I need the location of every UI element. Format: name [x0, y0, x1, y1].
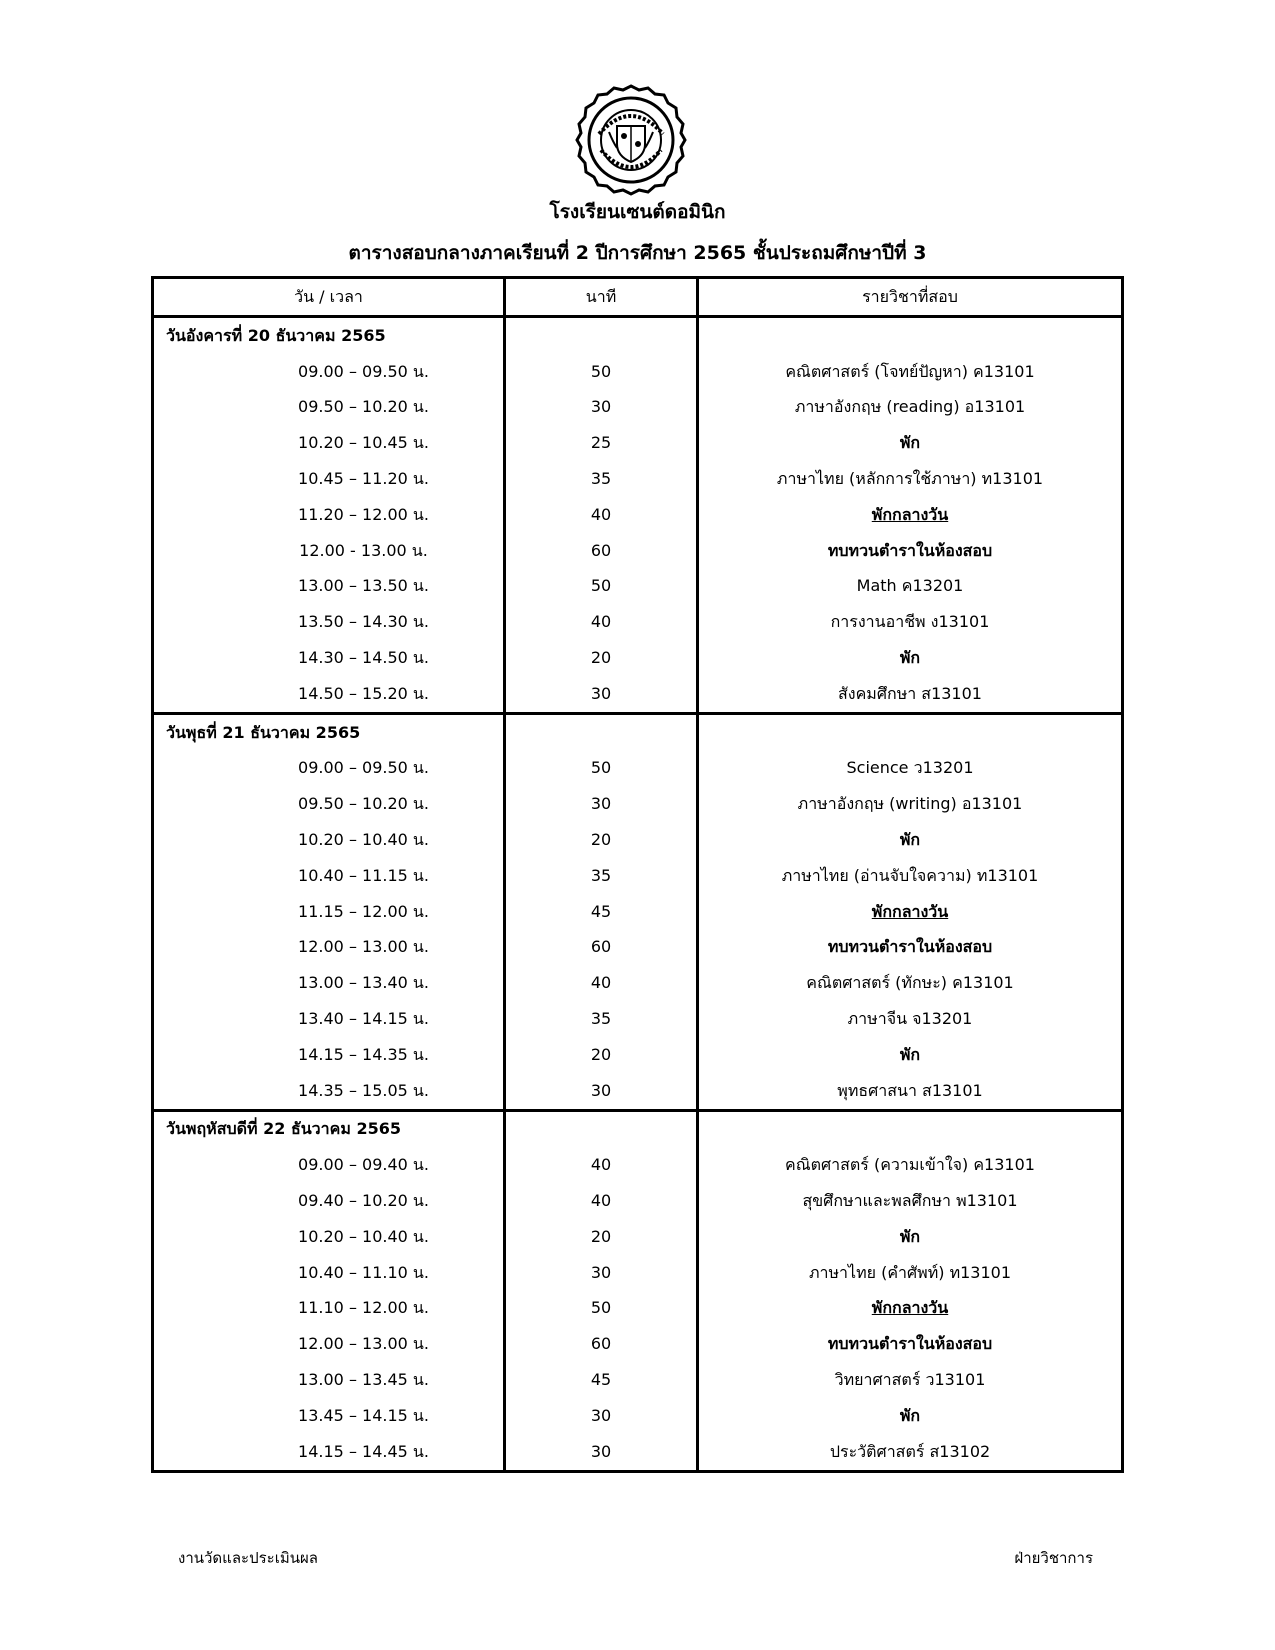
table-row [153, 1219, 1123, 1255]
subject-cell: ภาษาไทย (อ่านจับใจความ) ท13101 [698, 858, 1123, 894]
minutes-cell: 40 [505, 1183, 698, 1219]
time-cell: 09.40 – 10.20 น. [153, 1183, 505, 1219]
table-row [153, 533, 1123, 569]
subject-cell: สุขศึกษาและพลศึกษา พ13101 [698, 1183, 1123, 1219]
minutes-cell: 60 [505, 1326, 698, 1362]
time-cell: 10.20 – 10.40 น. [153, 822, 505, 858]
minutes-cell: 40 [505, 965, 698, 1001]
time-cell: 13.00 – 13.45 น. [153, 1362, 505, 1398]
table-row [153, 461, 1123, 497]
table-row [153, 751, 1123, 787]
time-cell: 12.00 - 13.00 น. [153, 533, 505, 569]
table-row [153, 604, 1123, 640]
time-cell: 13.50 – 14.30 น. [153, 604, 505, 640]
minutes-cell: 60 [505, 533, 698, 569]
table-row [153, 894, 1123, 930]
empty-cell [698, 1110, 1123, 1147]
time-cell: 14.35 – 15.05 น. [153, 1073, 505, 1110]
table-row [153, 1326, 1123, 1362]
empty-cell [505, 317, 698, 354]
table-row [153, 822, 1123, 858]
minutes-cell: 30 [505, 786, 698, 822]
empty-cell [505, 713, 698, 750]
subject-cell: พัก [698, 425, 1123, 461]
subject-cell: พัก [698, 1398, 1123, 1434]
minutes-cell: 30 [505, 1398, 698, 1434]
minutes-cell: 35 [505, 461, 698, 497]
table-row [153, 786, 1123, 822]
table-row [153, 569, 1123, 605]
exam-schedule-table [151, 276, 1124, 1473]
table-row [153, 1362, 1123, 1398]
header-day-time: วัน / เวลา [153, 278, 505, 317]
subject-cell: Science ว13201 [698, 751, 1123, 787]
header-minutes: นาที [505, 278, 698, 317]
time-cell: 12.00 – 13.00 น. [153, 930, 505, 966]
time-cell: 14.15 – 14.35 น. [153, 1037, 505, 1073]
document-title: ตารางสอบกลางภาคเรียนที่ 2 ปีการศึกษา 2565 ชั้นประถมศึกษาปีที่ 3 [348, 242, 927, 264]
table-row [153, 425, 1123, 461]
table-row [153, 676, 1123, 713]
table-row [153, 1073, 1123, 1110]
subject-cell: คณิตศาสตร์ (ความเข้าใจ) ค13101 [698, 1147, 1123, 1183]
time-cell: 14.30 – 14.50 น. [153, 640, 505, 676]
table-body [153, 317, 1123, 1472]
subject-cell: พักกลางวัน [698, 894, 1123, 930]
minutes-cell: 30 [505, 390, 698, 426]
day-header-row [153, 317, 1123, 354]
minutes-cell: 20 [505, 1219, 698, 1255]
table-row [153, 1183, 1123, 1219]
time-cell: 11.15 – 12.00 น. [153, 894, 505, 930]
minutes-cell: 35 [505, 1001, 698, 1037]
school-seal-logo [575, 84, 687, 196]
subject-cell: พุทธศาสนา ส13101 [698, 1073, 1123, 1110]
minutes-cell: 30 [505, 1073, 698, 1110]
table-row [153, 1434, 1123, 1471]
table-row [153, 497, 1123, 533]
subject-cell: ทบทวนตำราในห้องสอบ [698, 533, 1123, 569]
footer-right-department: ฝ่ายวิชาการ [1014, 1549, 1093, 1567]
minutes-cell: 20 [505, 822, 698, 858]
subject-cell: ภาษาอังกฤษ (writing) อ13101 [698, 786, 1123, 822]
table-row [153, 930, 1123, 966]
minutes-cell: 25 [505, 425, 698, 461]
time-cell: 12.00 – 13.00 น. [153, 1326, 505, 1362]
table-row [153, 354, 1123, 390]
subject-cell: พักกลางวัน [698, 1291, 1123, 1327]
time-cell: 13.40 – 14.15 น. [153, 1001, 505, 1037]
subject-cell: คณิตศาสตร์ (โจทย์ปัญหา) ค13101 [698, 354, 1123, 390]
time-cell: 09.50 – 10.20 น. [153, 390, 505, 426]
subject-cell: พัก [698, 822, 1123, 858]
time-cell: 13.00 – 13.40 น. [153, 965, 505, 1001]
time-cell: 10.45 – 11.20 น. [153, 461, 505, 497]
day-header-row [153, 713, 1123, 750]
table-row [153, 1147, 1123, 1183]
subject-cell: ภาษาอังกฤษ (reading) อ13101 [698, 390, 1123, 426]
minutes-cell: 30 [505, 1434, 698, 1471]
minutes-cell: 40 [505, 604, 698, 640]
time-cell: 09.50 – 10.20 น. [153, 786, 505, 822]
subject-cell: พัก [698, 1219, 1123, 1255]
table-row [153, 1291, 1123, 1327]
empty-cell [505, 1110, 698, 1147]
subject-cell: วิทยาศาสตร์ ว13101 [698, 1362, 1123, 1398]
subject-cell: ทบทวนตำราในห้องสอบ [698, 930, 1123, 966]
minutes-cell: 40 [505, 497, 698, 533]
table-row [153, 1001, 1123, 1037]
table-row [153, 858, 1123, 894]
table-row [153, 640, 1123, 676]
day-label: วันพฤหัสบดีที่ 22 ธันวาคม 2565 [153, 1110, 505, 1147]
minutes-cell: 40 [505, 1147, 698, 1183]
subject-cell: ประวัติศาสตร์ ส13102 [698, 1434, 1123, 1471]
time-cell: 10.20 – 10.45 น. [153, 425, 505, 461]
subject-cell: คณิตศาสตร์ (ทักษะ) ค13101 [698, 965, 1123, 1001]
seal-flower-icon [635, 141, 641, 147]
seal-star-icon [621, 133, 627, 139]
table-header-row [153, 278, 1123, 317]
empty-cell [698, 317, 1123, 354]
subject-cell: การงานอาชีพ ง13101 [698, 604, 1123, 640]
table-row [153, 390, 1123, 426]
subject-cell: ภาษาจีน จ13201 [698, 1001, 1123, 1037]
subject-cell: พัก [698, 1037, 1123, 1073]
minutes-cell: 45 [505, 1362, 698, 1398]
subject-cell: ทบทวนตำราในห้องสอบ [698, 1326, 1123, 1362]
subject-cell: ภาษาไทย (หลักการใช้ภาษา) ท13101 [698, 461, 1123, 497]
header-subject: รายวิชาที่สอบ [698, 278, 1123, 317]
time-cell: 13.00 – 13.50 น. [153, 569, 505, 605]
minutes-cell: 20 [505, 1037, 698, 1073]
time-cell: 09.00 – 09.40 น. [153, 1147, 505, 1183]
minutes-cell: 50 [505, 1291, 698, 1327]
subject-cell: พัก [698, 640, 1123, 676]
minutes-cell: 30 [505, 676, 698, 713]
time-cell: 09.00 – 09.50 น. [153, 354, 505, 390]
table-row [153, 1255, 1123, 1291]
time-cell: 11.10 – 12.00 น. [153, 1291, 505, 1327]
time-cell: 10.40 – 11.10 น. [153, 1255, 505, 1291]
minutes-cell: 50 [505, 354, 698, 390]
day-label: วันพุธที่ 21 ธันวาคม 2565 [153, 713, 505, 750]
minutes-cell: 50 [505, 751, 698, 787]
minutes-cell: 30 [505, 1255, 698, 1291]
subject-cell: สังคมศึกษา ส13101 [698, 676, 1123, 713]
school-name: โรงเรียนเซนต์ดอมินิก [549, 201, 726, 223]
minutes-cell: 60 [505, 930, 698, 966]
time-cell: 14.50 – 15.20 น. [153, 676, 505, 713]
time-cell: 09.00 – 09.50 น. [153, 751, 505, 787]
minutes-cell: 20 [505, 640, 698, 676]
minutes-cell: 35 [505, 858, 698, 894]
footer-left-department: งานวัดและประเมินผล [178, 1549, 318, 1567]
time-cell: 11.20 – 12.00 น. [153, 497, 505, 533]
subject-cell: Math ค13201 [698, 569, 1123, 605]
table-row [153, 965, 1123, 1001]
table-row [153, 1037, 1123, 1073]
subject-cell: พักกลางวัน [698, 497, 1123, 533]
minutes-cell: 50 [505, 569, 698, 605]
day-label: วันอังคารที่ 20 ธันวาคม 2565 [153, 317, 505, 354]
time-cell: 14.15 – 14.45 น. [153, 1434, 505, 1471]
minutes-cell: 45 [505, 894, 698, 930]
time-cell: 10.40 – 11.15 น. [153, 858, 505, 894]
subject-cell: ภาษาไทย (คำศัพท์) ท13101 [698, 1255, 1123, 1291]
time-cell: 10.20 – 10.40 น. [153, 1219, 505, 1255]
table-row [153, 1398, 1123, 1434]
empty-cell [698, 713, 1123, 750]
time-cell: 13.45 – 14.15 น. [153, 1398, 505, 1434]
day-header-row [153, 1110, 1123, 1147]
